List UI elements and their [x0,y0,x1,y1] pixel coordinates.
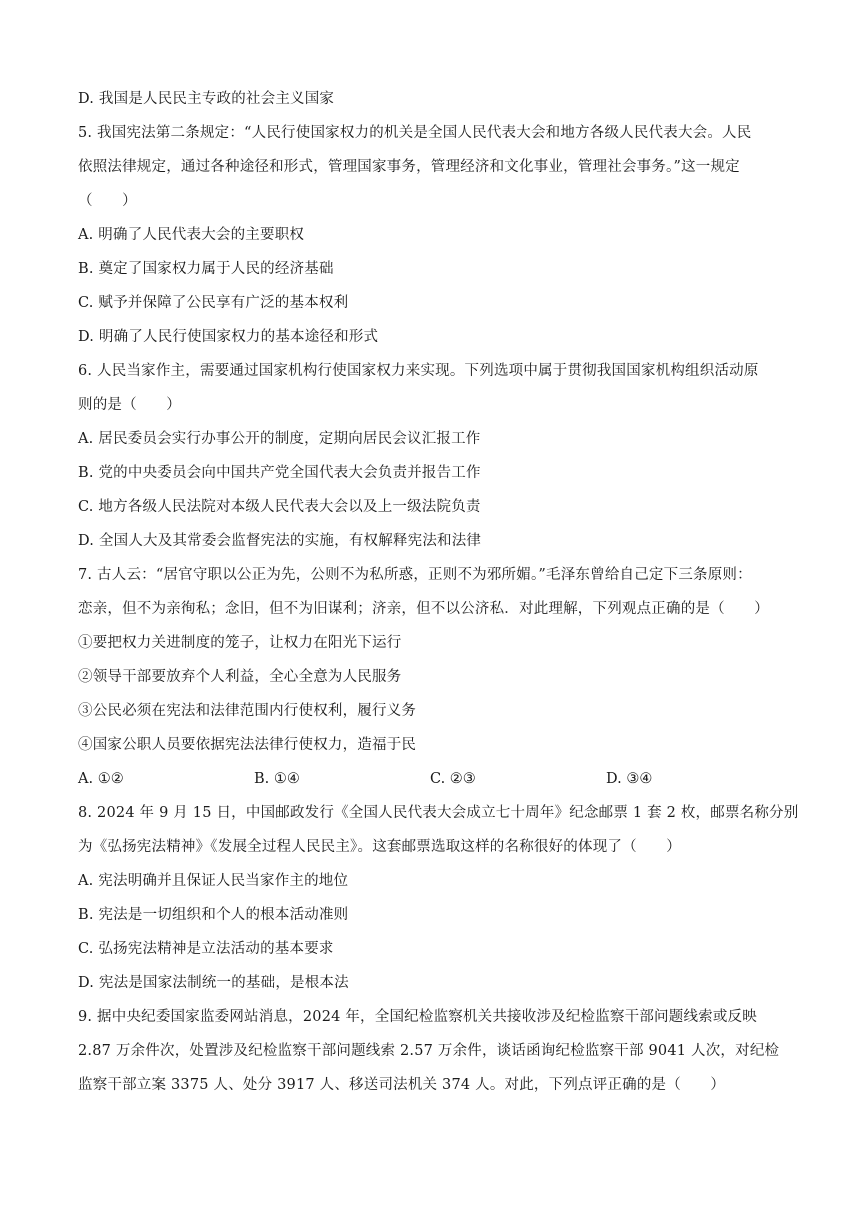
option-c: C. ②③ [430,771,476,787]
text-line: ④国家公职人员要依据宪法法律行使权力，造福于民 [78,737,417,753]
text-line: C. 地方各级人民法院对本级人民代表大会以及上一级法院负责 [78,499,481,515]
text-line: 为《弘扬宪法精神》《发展全过程人民民主》。这套邮票选取这样的名称很好的体现了（ ） [78,839,681,855]
text-line: D. 明确了人民行使国家权力的基本途径和形式 [78,329,379,345]
text-line: 则的是（ ） [78,397,181,413]
text-line: ②领导干部要放弃个人利益，全心全意为人民服务 [78,669,402,685]
text-line: C. 赋予并保障了公民享有广泛的基本权利 [78,295,349,311]
text-line: 8. 2024 年 9 月 15 日，中国邮政发行《全国人民代表大会成立七十周年》纪念邮票 1 套 2 枚，邮票名称分别 [78,805,799,821]
text-line: D. 全国人大及其常委会监督宪法的实施，有权解释宪法和法律 [78,533,482,549]
option-d: D. ③④ [606,771,653,787]
document-page [78,82,799,1102]
text-line: 9. 据中央纪委国家监委网站消息，2024 年，全国纪检监察机关共接收涉及纪检监察干部问题线索或反映 [78,1009,757,1025]
text-line: ③公民必须在宪法和法律范围内行使权利，履行义务 [78,703,417,719]
text-line: 恋亲，但不为亲徇私；念旧，但不为旧谋利；济亲，但不以公济私．对此理解，下列观点正确的是（ ） [78,601,769,617]
q7-options [78,762,784,796]
text-line: 7. 古人云：“居官守职以公正为先，公则不为私所惑，正则不为邪所媚。”毛泽东曾给自己定下三条原则： [78,567,752,583]
text-line: D. 宪法是国家法制统一的基础，是根本法 [78,975,349,991]
text-line: A. 明确了人民代表大会的主要职权 [78,227,305,243]
text-line: 6. 人民当家作主，需要通过国家机构行使国家权力来实现。下列选项中属于贯彻我国国家机构组织活动原 [78,363,759,379]
text-line: 依照法律规定，通过各种途径和形式，管理国家事务，管理经济和文化事业，管理社会事务。”这一规定 [78,159,740,175]
text-line: D. 我国是人民民主专政的社会主义国家 [78,91,335,107]
text-line: A. 居民委员会实行办事公开的制度，定期向居民会议汇报工作 [78,431,481,447]
text-line: 5. 我国宪法第二条规定：“人民行使国家权力的机关是全国人民代表大会和地方各级人民代表大会。人民 [78,125,752,141]
text-line: 监察干部立案 3375 人、处分 3917 人、移送司法机关 374 人。对此，下列点评正确的是（ ） [78,1077,726,1093]
text-line: A. 宪法明确并且保证人民当家作主的地位 [78,873,349,889]
text-line: 2.87 万余件次，处置涉及纪检监察干部问题线索 2.57 万余件，谈话函询纪检监察干部 9041 人次，对纪检 [78,1043,780,1059]
text-line: C. 弘扬宪法精神是立法活动的基本要求 [78,941,334,957]
text-line: （ ） [78,193,137,209]
option-a: A. ①② [78,771,124,787]
option-b: B. ①④ [254,771,300,787]
text-line: B. 党的中央委员会向中国共产党全国代表大会负责并报告工作 [78,465,481,481]
text-line: B. 宪法是一切组织和个人的根本活动准则 [78,907,349,923]
text-line: B. 奠定了国家权力属于人民的经济基础 [78,261,334,277]
text-line: ①要把权力关进制度的笼子，让权力在阳光下运行 [78,635,402,651]
